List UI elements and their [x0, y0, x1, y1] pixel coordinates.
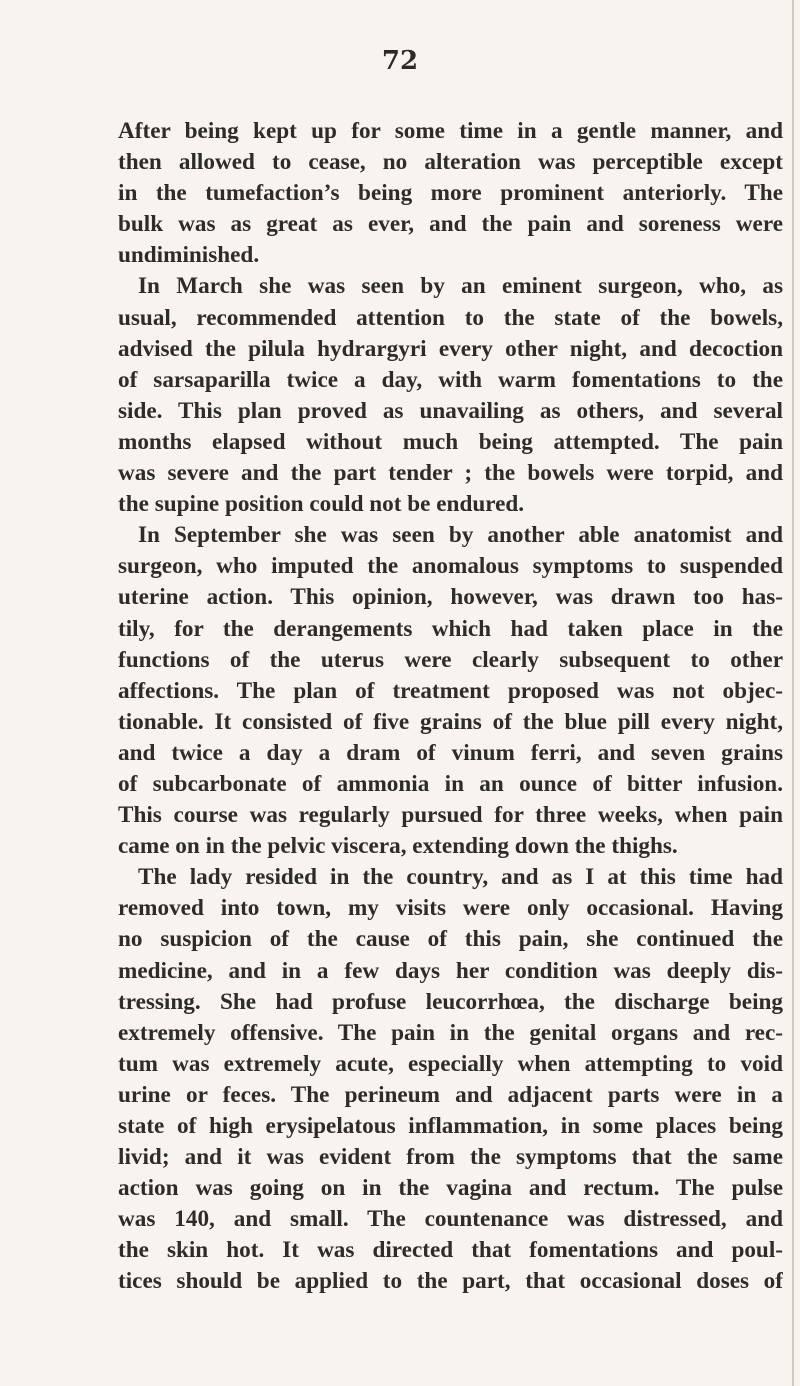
text-line: of subcarbonate of ammonia in an ounce of bitter infusion.	[118, 770, 783, 797]
text-line: The lady resided in the country, and as I at this time had	[138, 864, 783, 891]
text-line: removed into town, my visits were only occasional. Having	[118, 895, 783, 922]
text-line: tressing. She had profuse leucorrhœa, the discharge being	[118, 988, 783, 1015]
text-line: then allowed to cease, no alteration was perceptible except	[118, 149, 783, 176]
text-line: side. This plan proved as unavailing as others, and several	[118, 397, 783, 424]
text-line: In September she was seen by another able anatomist and	[138, 522, 783, 549]
text-line: action was going on in the vagina and rectum. The pulse	[118, 1175, 783, 1202]
text-line: surgeon, who imputed the anomalous symptoms to suspended	[118, 553, 783, 580]
text-line: came on in the pelvic viscera, extending down the thighs.	[118, 833, 678, 860]
page-edge-line	[792, 0, 794, 1386]
text-line: medicine, and in a few days her condition was deeply dis-	[118, 957, 783, 984]
text-line: the skin hot. It was directed that fomentations and poul-	[118, 1237, 783, 1264]
text-line: extremely offensive. The pain in the genital organs and rec-	[118, 1019, 783, 1046]
text-line: tices should be applied to the part, that occasional doses of	[118, 1268, 783, 1295]
text-line: state of high erysipelatous inflammation, in some places being	[118, 1113, 783, 1139]
text-line: months elapsed without much being attempted. The pain	[118, 428, 783, 455]
text-line: no suspicion of the cause of this pain, she continued the	[118, 926, 783, 953]
text-line: tily, for the derangements which had taken place in the	[118, 615, 783, 642]
text-line: uterine action. This opinion, however, was drawn too has-	[118, 584, 783, 611]
text-line: was severe and the part tender ; the bowels were torpid, and	[118, 460, 783, 487]
text-line: tum was extremely acute, especially when attempting to void	[118, 1050, 783, 1077]
text-line: After being kept up for some time in a gentle manner, and	[118, 118, 783, 144]
text-line: livid; and it was evident from the symptoms that the same	[118, 1144, 783, 1171]
body-text	[118, 116, 783, 1298]
text-line: affections. The plan of treatment proposed was not objec-	[118, 677, 783, 704]
text-line: tionable. It consisted of five grains of the blue pill every night,	[118, 708, 783, 735]
text-line: of sarsaparilla twice a day, with warm fomentations to the	[118, 366, 783, 393]
text-line: was 140, and small. The countenance was distressed, and	[118, 1206, 783, 1233]
text-line: In March she was seen by an eminent surgeon, who, as	[138, 273, 783, 300]
text-line: bulk was as great as ever, and the pain and soreness were	[118, 211, 783, 238]
text-line: the supine position could not be endured.	[118, 491, 525, 518]
text-line: usual, recommended attention to the state of the bowels,	[118, 304, 783, 331]
text-line: This course was regularly pursued for three weeks, when pain	[118, 802, 783, 829]
text-line: functions of the uterus were clearly subsequent to other	[118, 646, 783, 673]
text-line: urine or feces. The perineum and adjacent parts were in a	[118, 1081, 783, 1108]
text-line: advised the pilula hydrargyri every other night, and decoction	[118, 335, 783, 362]
text-line: and twice a day a dram of vinum ferri, and seven grains	[118, 739, 783, 766]
text-line: in the tumefaction’s being more prominent anteriorly. The	[118, 180, 783, 207]
page-number: 72	[381, 46, 419, 76]
text-line: undiminished.	[118, 242, 260, 269]
